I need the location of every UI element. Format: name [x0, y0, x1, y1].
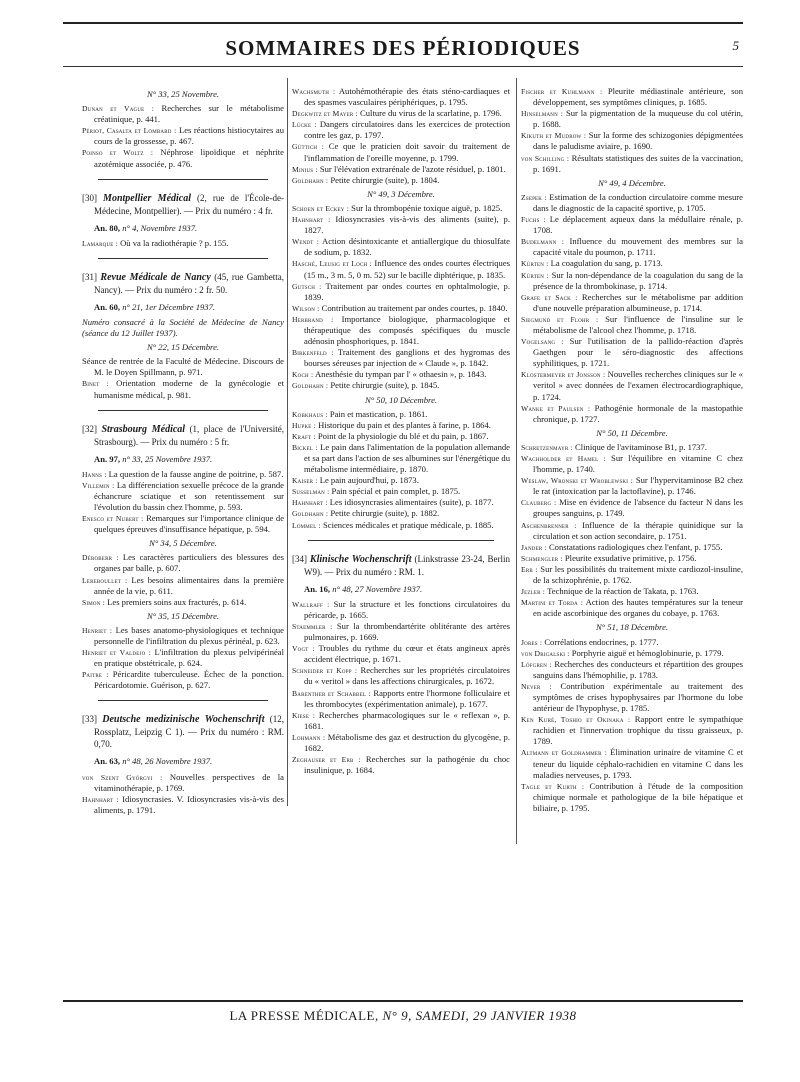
issue-date: N° 22, 15 Décembre. [146, 342, 220, 353]
article-entry: Zeghauser et Erb : Recherches sur la pathogénie du choc insulinique, p. 1684. [292, 754, 510, 776]
article-entry: Wanke et Paulsen : Pathogénie hormonale de la mastopathie chronique, p. 1727. [521, 402, 744, 424]
article-entry: Gutsch : Traitement par ondes courtes en ophtalmologie, p. 1839. [292, 280, 510, 302]
volume-line: An. 63, n° 48, 26 Novembre 1937. [94, 756, 213, 767]
article-entry: Wilson : Contribution au traitement par ondes courtes, p. 1840. [292, 302, 508, 313]
article-entry: Wachsmuth : Autohémothérapie des états sténo-cardiaques et des spasmes vasculaires périphériques, p. 1795. [292, 86, 510, 108]
article-entry: Staemmler : Sur la thrombendartérite oblitérante des artères pulmonaires, p. 1669. [292, 620, 510, 643]
article-entry: Binet : Orientation moderne de la gynécologie et humanisme médical, p. 981. [82, 378, 285, 400]
article-entry: Paitre : Péricardite tuberculeuse. Échec de la ponction. Péricardotomie. Guérison, p. 627. [82, 669, 284, 691]
article-entry: Hahnhart : Les idiosyncrasies alimentaires (suite), p. 1877. [292, 497, 494, 508]
article-entry: Kiese : Recherches pharmacologiques sur le « reflexan », p. 1681. [292, 709, 511, 731]
volume-line: An. 16, n° 48, 27 Novembre 1937. [304, 583, 423, 594]
article-entry: Susselman : Pain spécial et pain complet, p. 1875. [292, 486, 461, 497]
article-entry: Fischer et Kuhlmann : Pleurite médiastinale antérieure, son développement, ses symptômes cliniques, p. 1685. [521, 86, 744, 108]
page-number: 5 [732, 38, 739, 53]
article-entry: Hupke : Historique du pain et des plantes à farine, p. 1864. [292, 419, 491, 430]
article-entry: Kürten : La coagulation du sang, p. 1713. [521, 258, 663, 269]
article-entry: Déroberr : Les caractères particuliers des blessures des organes par balle, p. 607. [82, 552, 284, 574]
section-divider [98, 179, 268, 180]
header-rule-bottom [63, 66, 743, 67]
section-divider [98, 700, 268, 701]
footer-rule [63, 1000, 743, 1002]
article-entry: Lommel : Sciences médicales et pratique médicale, p. 1885. [292, 519, 494, 530]
article-entry: Villemin : La différenciation sexuelle précoce de la grande échancrure sciatique et son retentissement sur l'évolution du bassin chez l'homme, p. 593. [82, 479, 284, 512]
article-entry: Poinso et Woltz : Néphrose lipoïdique et néphrite azotémique associée, p. 476. [82, 147, 284, 169]
article-entry: Schneider et Kopp : Recherches sur les propriétés circulatoires du « veritol » dans les affections chirurgicales, p. 1672. [292, 665, 510, 687]
footer-issue: N° 9, SAMEDI, 29 JANVIER 1938 [382, 1008, 577, 1023]
page-title: SOMMAIRES DES PÉRIODIQUES [225, 36, 581, 60]
article-entry: Wendt : Action désintoxicante et antiallergique du thiosulfate de sodium, p. 1832. [292, 236, 510, 258]
article-entry: Kikuth et Mudrow : Sur la forme des schizogonies dépigmentées dans le paludisme aviaire, p. 1690. [521, 130, 743, 152]
article-entry: Barenther et Schabbel : Rapports entre l'hormone folliculaire et les thrombocytes (expérimentation animale), p. 1677. [292, 687, 510, 709]
article-entry: Schretzenmayr : Clinique de l'avitaminose B1, p. 1737. [521, 441, 707, 452]
article-entry: Kobkhaus : Pain et mastication, p. 1861. [292, 408, 428, 419]
article-entry: Grafe et Sack : Recherches sur le métabolisme par addition d'une nouvelle préparation albumineuse, p. 1714. [521, 291, 743, 313]
article-entry: Lereboullet : Les besoins alimentaires dans la première année de la vie, p. 611. [82, 574, 284, 596]
volume-line: An. 97, n° 33, 25 Novembre 1937. [94, 453, 213, 464]
volume-line: An. 80, n° 4, Novembre 1937. [94, 222, 198, 233]
article-entry: Schmengler : Pleurite exsudative primitive, p. 1756. [521, 552, 697, 563]
article-entry: Goldhahn : Petite chirurgie (suite), p. 1804. [292, 174, 440, 185]
issue-date: N° 34, 5 Décembre. [149, 538, 217, 549]
article-entry: Jores : Corrélations endocrines, p. 1777. [521, 636, 659, 647]
section-divider [98, 258, 268, 259]
article-entry: Hanns : La question de la fausse angine de poitrine, p. 587. [82, 468, 284, 479]
article-entry: Never : Contribution expérimentale au traitement des symptômes de crises hypophysaires par l'hormone du lobe antérieur de l'hypophyse, p. 1785. [521, 680, 743, 714]
page-footer [63, 1000, 743, 1024]
article-entry: Löfgren : Recherches des conducteurs et répartition des groupes sanguins dans l'hémophilie, p. 1783. [521, 658, 743, 680]
issue-note: Numéro consacré à la Société de Médecine de Nancy (séance du 12 Juillet 1937). [82, 316, 284, 339]
article-entry: Jezler : Technique de la réaction de Takata, p. 1763. [521, 586, 699, 597]
article-entry: Siegmund et Flohr : Sur l'influence de l'insuline sur le métabolisme de l'alcool chez l'homme, p. 1718. [521, 313, 743, 335]
article-entry: Goldhahn : Petite chirurgie (suite), p. 1845. [292, 380, 440, 391]
article-entry: Hahnhart : Idiosyncrasies. V. Idiosyncrasies vis-à-vis des aliments, p. 1791. [82, 793, 284, 815]
article-entry: Goldhahn : Petite chirurgie (suite), p. 1882. [292, 508, 440, 519]
article-entry: Clauberg : Mise en évidence de l'absence du facteur N dans les groupes sanguins, p. 1749. [521, 497, 743, 519]
article-entry: Vogt : Troubles du rythme du cœur et états angineux après accident électrique, p. 1671. [292, 643, 510, 665]
article-entry: Koch : Anesthésie du tympan par l' « othaesin », p. 1843. [292, 369, 487, 380]
article-entry: Budelmann : Influence du mouvement des membres sur la capacité vitale du poumon, p. 1711. [521, 236, 743, 258]
article-entry: Dunan et Vague : Recherches sur le métabolisme créatinique, p. 441. [82, 103, 284, 125]
issue-date: N° 35, 15 Décembre. [146, 610, 220, 621]
article-entry: Wachholder et Hamel : Sur l'équilibre en vitamine C chez l'homme, p. 1740. [521, 453, 743, 475]
article-entry: Hinselmann : Sur la pigmentation de la muqueuse du col utérin, p. 1688. [521, 108, 743, 130]
volume-line: An. 60, n° 21, 1er Décembre 1937. [94, 301, 216, 312]
article-entry: von Drigalski : Porphyrie aiguë et hémoglobinurie, p. 1779. [521, 647, 724, 658]
issue-date: N° 49, 4 Décembre. [598, 177, 666, 188]
article-entry: Lücke : Dangers circulatoires dans les exercices de protection contre les gaz, p. 1797. [292, 119, 510, 141]
article-entry: Bickel : Le pain dans l'alimentation de la population allemande et sa part dans l'action de ses albumines sur l'énergétique du métabolisme intermédiaire, p. 1870. [292, 441, 510, 475]
issue-date: N° 33, 25 Novembre. [146, 89, 220, 99]
article-entry: von Schilling : Résultats statistiques des suites de la vaccination, p. 1691. [521, 152, 743, 174]
article-entry: Kraft : Point de la physiologie du blé et du pain, p. 1867. [292, 430, 489, 441]
article-entry: Minius : Sur l'élévation extrarénale de l'azote résiduel, p. 1801. [292, 163, 506, 174]
article-entry: Aschenbrenner : Influence de la thérapie quinidique sur la circulation et son action secondaire, p. 1751. [521, 519, 744, 541]
article-entry: Ken Kuré, Toshio et Okinaka : Rapport entre le sympathique rachidien et l'innervation trophique du tissu graisseux, p. 1789. [521, 714, 743, 747]
article-entry: Degkwitz et Mayer : Culture du virus de la scarlatine, p. 1796. [292, 108, 502, 119]
article-entry: Périot, Casalta et Lombard : Les réactions histiocytaires au cours de la grossesse, p. 467. [82, 125, 284, 147]
footer-line: LA PRESSE MÉDICALE, N° 9, SAMEDI, 29 JANVIER 1938 [229, 1008, 577, 1023]
column-1 [82, 86, 284, 816]
article-entry: Birkenfeld : Traitement des ganglions et des hygromas des bourses séreuses par injection de « Claude », p. 1842. [292, 347, 511, 369]
article-entry: Klostermeyer et Jonsson : Nouvelles recherches cliniques sur le « veritol » avec données de l'examen électrocardiographique, p. 1724. [521, 369, 743, 402]
article-entry: Henriet : Les bases anatomo-physiologiques et technique personnelle de l'infiltration du plexus périnéal, p. 623. [82, 624, 284, 646]
article-entry: Enesco et Nubert : Remarques sur l'importance clinique de quelques épreuves d'insuffisance hépatique, p. 594. [82, 513, 285, 535]
journal-heading: [34] Klinische Wochenschrift (Linkstrasse 23-24, Berlin W9). — Prix du numéro : RM. 1. [292, 553, 511, 577]
article-entry: Simon : Les premiers soins aux fracturés, p. 614. [82, 596, 247, 607]
article-entry: Jander : Constatations radiologiques chez l'enfant, p. 1755. [521, 541, 723, 552]
section-divider [98, 410, 268, 411]
issue-date: N° 50, 11 Décembre. [596, 427, 668, 438]
issue-date: N° 49, 3 Décembre. [367, 188, 435, 199]
article-entry: Tagle et Kurth : Contribution à l'étude de la composition chimique normale et pathologique de la bile hépatique et biliaire, p. 1795. [521, 780, 743, 813]
column-3 [521, 86, 743, 814]
issue-date: N° 50, 10 Décembre. [364, 394, 438, 405]
article-entry: Hasché, Leusig et Loch : Influence des ondes courtes électriques (15 m., 3 m. 5, 0 m. 52) sur le bacille diphtérique, p. 1835. [292, 258, 510, 280]
article-entry: von Szent Györgyi : Nouvelles perspectives de la vitaminothérapie, p. 1769. [82, 771, 284, 793]
article-entry: Kaiser : Le pain aujourd'hui, p. 1873. [292, 475, 419, 486]
journal-heading: [30] Montpellier Médical (2, rue de l'École-de-Médecine, Montpellier). — Prix du numéro : 4 fr. [82, 192, 284, 216]
article-entry: Lamarque : Où va la radiothérapie ? p. 155. [82, 237, 229, 248]
article-entry: Fuchs : Le déplacement aqueux dans la médullaire rénale, p. 1708. [521, 214, 743, 236]
issue-date: N° 51, 18 Décembre. [595, 622, 669, 633]
footer-journal: LA PRESSE MÉDICALE [229, 1008, 375, 1023]
article-entry: Erb : Sur les possibilités du traitement mixte cardiozol-insuline, de la schizophrénie, p. 1762. [521, 563, 743, 586]
article-entry: Zsepek : Estimation de la conduction circulatoire comme mesure dans le diagnostic de la capacité sportive, p. 1705. [521, 191, 743, 213]
article-entry: Vogelsang : Sur l'utilisation de la pallido-réaction d'après Gaethgen pour le séro-diagnostic des affections syphilitiques, p. 1721. [521, 336, 744, 369]
journal-heading: [32] Strasbourg Médical (1, place de l'Université, Strasbourg). — Prix du numéro : 5 fr. [82, 423, 285, 447]
column-2 [292, 86, 510, 776]
page-header [63, 22, 743, 62]
article-entry: Güttich : Ce que le praticien doit savoir du traitement de l'inflammation de l'oreille moyenne, p. 1799. [292, 141, 510, 163]
article-entry: Lohmann : Métabolisme des gaz et destruction du glycogène, p. 1682. [292, 731, 510, 753]
article-entry: Kürten : Sur la non-dépendance de la coagulation du sang de la présence de la thrombokinase, p. 1714. [521, 269, 743, 291]
article-entry: Wallraff : Sur la structure et les fonctions circulatoires du péricarde, p. 1665. [292, 598, 510, 620]
article-entry: Hahnhart : Idiosyncrasies vis-à-vis des aliments (suite), p. 1827. [292, 214, 510, 236]
article-entry: Henriet et Valdejo : L'infiltration du plexus pelvipérinéal en pratique obstétricale, p. 624. [82, 647, 285, 669]
header-rule [63, 22, 743, 24]
article-entry: Martini et Torda : Action des hautes températures sur la teneur en acide ascorbinique des organes du cobaye, p. 1763. [521, 597, 743, 619]
journal-heading: [31] Revue Médicale de Nancy (45, rue Gambetta, Nancy). — Prix du numéro : 2 fr. 50. [82, 271, 284, 295]
section-divider [308, 540, 494, 541]
article-entry: Herbrand : Importance biologique, pharmacologique et thérapeutique des composés spécifiques du muscle adénosin phosphoriques, p. 1841. [292, 313, 510, 347]
article-entry: Schoen et Eckey : Sur la thrombopénie toxique aiguë, p. 1825. [292, 202, 503, 213]
journal-heading: [33] Deutsche medizinische Wochenschrift (12, Rossplatz, Leipzig C 1). — Prix du numéro : RM. 0,70. [82, 714, 284, 750]
article-entry: Séance de rentrée de la Faculté de Médecine. Discours de M. le Doyen Spillmann, p. 971. [82, 356, 284, 378]
article-entry: Altmann et Goldhammer : Élimination urinaire de vitamine C et teneur du liquide céphalo-rachidien en vitamine C dans les maladies nerveuses, p. 1793. [521, 747, 744, 780]
article-entry: Weslaw, Wronski et Wroblewski : Sur l'hypervitaminose B2 chez le rat (intoxication par la lactoflavine), p. 1746. [521, 475, 743, 497]
